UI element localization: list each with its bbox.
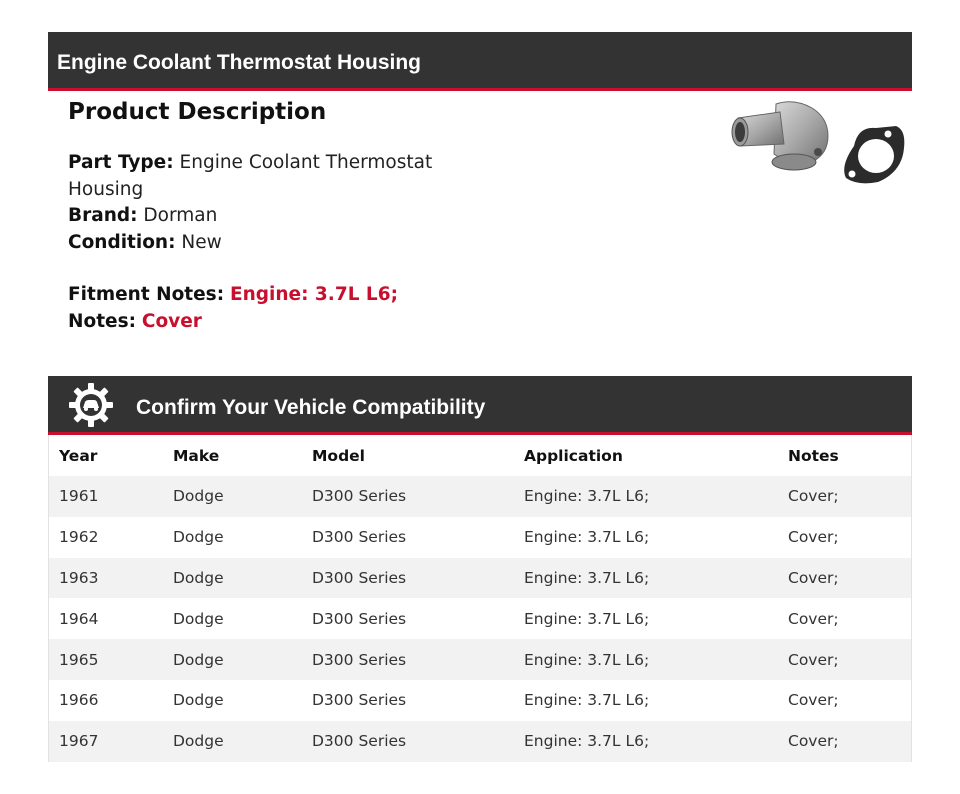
cell-year: 1961: [59, 487, 99, 506]
cell-notes: Cover;: [788, 732, 839, 751]
cell-year: 1964: [59, 609, 99, 628]
table-row: [49, 517, 911, 558]
part-type-line: [68, 150, 448, 203]
column-header-application: Application: [524, 446, 623, 465]
condition-line: [68, 230, 448, 257]
notes-value: Cover: [141, 310, 202, 332]
cell-year: 1967: [59, 732, 99, 751]
compatibility-title: Confirm Your Vehicle Compatibility: [136, 396, 486, 419]
cell-notes: Cover;: [788, 650, 839, 669]
cell-make: Dodge: [173, 732, 224, 751]
part-type-label: Part Type:: [68, 152, 174, 173]
cell-make: Dodge: [173, 691, 224, 710]
product-title: Engine Coolant Thermostat Housing: [57, 51, 422, 74]
cell-application: Engine: 3.7L L6;: [524, 609, 650, 628]
cell-model: D300 Series: [312, 691, 407, 710]
cell-year: 1963: [59, 568, 99, 587]
brand-line: [68, 203, 448, 230]
condition-value: New: [181, 231, 222, 253]
notes-line: [68, 309, 448, 336]
cell-make: Dodge: [173, 568, 224, 587]
brand-label: Brand:: [68, 205, 138, 226]
notes-label: Notes:: [68, 310, 136, 332]
description-heading: Product Description: [68, 99, 327, 125]
fitment-label: Fitment Notes:: [68, 284, 225, 305]
cell-year: 1966: [59, 691, 99, 710]
cell-year: 1962: [59, 528, 99, 547]
gear-car-icon: [68, 382, 114, 428]
compatibility-bar: [48, 376, 912, 435]
cell-year: 1965: [59, 650, 99, 669]
cell-application: Engine: 3.7L L6;: [524, 528, 650, 547]
table-row: [49, 639, 911, 680]
cell-notes: Cover;: [788, 691, 839, 710]
condition-label: Condition:: [68, 231, 176, 253]
table-row: [49, 558, 911, 599]
cell-model: D300 Series: [312, 528, 407, 547]
cell-model: D300 Series: [312, 609, 407, 628]
cell-application: Engine: 3.7L L6;: [524, 650, 650, 669]
column-header-make: Make: [173, 446, 220, 465]
cell-make: Dodge: [173, 650, 224, 669]
cell-make: Dodge: [173, 487, 224, 506]
table-row: [49, 476, 911, 517]
column-header-year: Year: [59, 446, 98, 465]
table-row: [49, 598, 911, 639]
fitment-line: [68, 282, 448, 309]
cell-application: Engine: 3.7L L6;: [524, 568, 650, 587]
part-type-value: Engine Coolant Thermostat Housing: [68, 152, 433, 200]
cell-notes: Cover;: [788, 568, 839, 587]
table-header-row: [49, 435, 911, 476]
cell-model: D300 Series: [312, 650, 407, 669]
column-header-model: Model: [312, 446, 365, 465]
cell-notes: Cover;: [788, 528, 839, 547]
cell-application: Engine: 3.7L L6;: [524, 487, 650, 506]
cell-application: Engine: 3.7L L6;: [524, 691, 650, 710]
fitment-value: Engine: 3.7L L6;: [229, 284, 398, 305]
table-row: [49, 721, 911, 762]
product-description: [68, 96, 448, 335]
product-title-bar: [48, 32, 912, 91]
table-row: [49, 680, 911, 721]
compatibility-table: [48, 435, 912, 762]
cell-model: D300 Series: [312, 568, 407, 587]
cell-make: Dodge: [173, 528, 224, 547]
cell-make: Dodge: [173, 609, 224, 628]
column-header-notes: Notes: [788, 446, 839, 465]
cell-model: D300 Series: [312, 732, 407, 751]
cell-application: Engine: 3.7L L6;: [524, 732, 650, 751]
cell-model: D300 Series: [312, 487, 407, 506]
cell-notes: Cover;: [788, 609, 839, 628]
brand-value: Dorman: [143, 205, 218, 226]
product-image: [728, 96, 908, 188]
cell-notes: Cover;: [788, 487, 839, 506]
